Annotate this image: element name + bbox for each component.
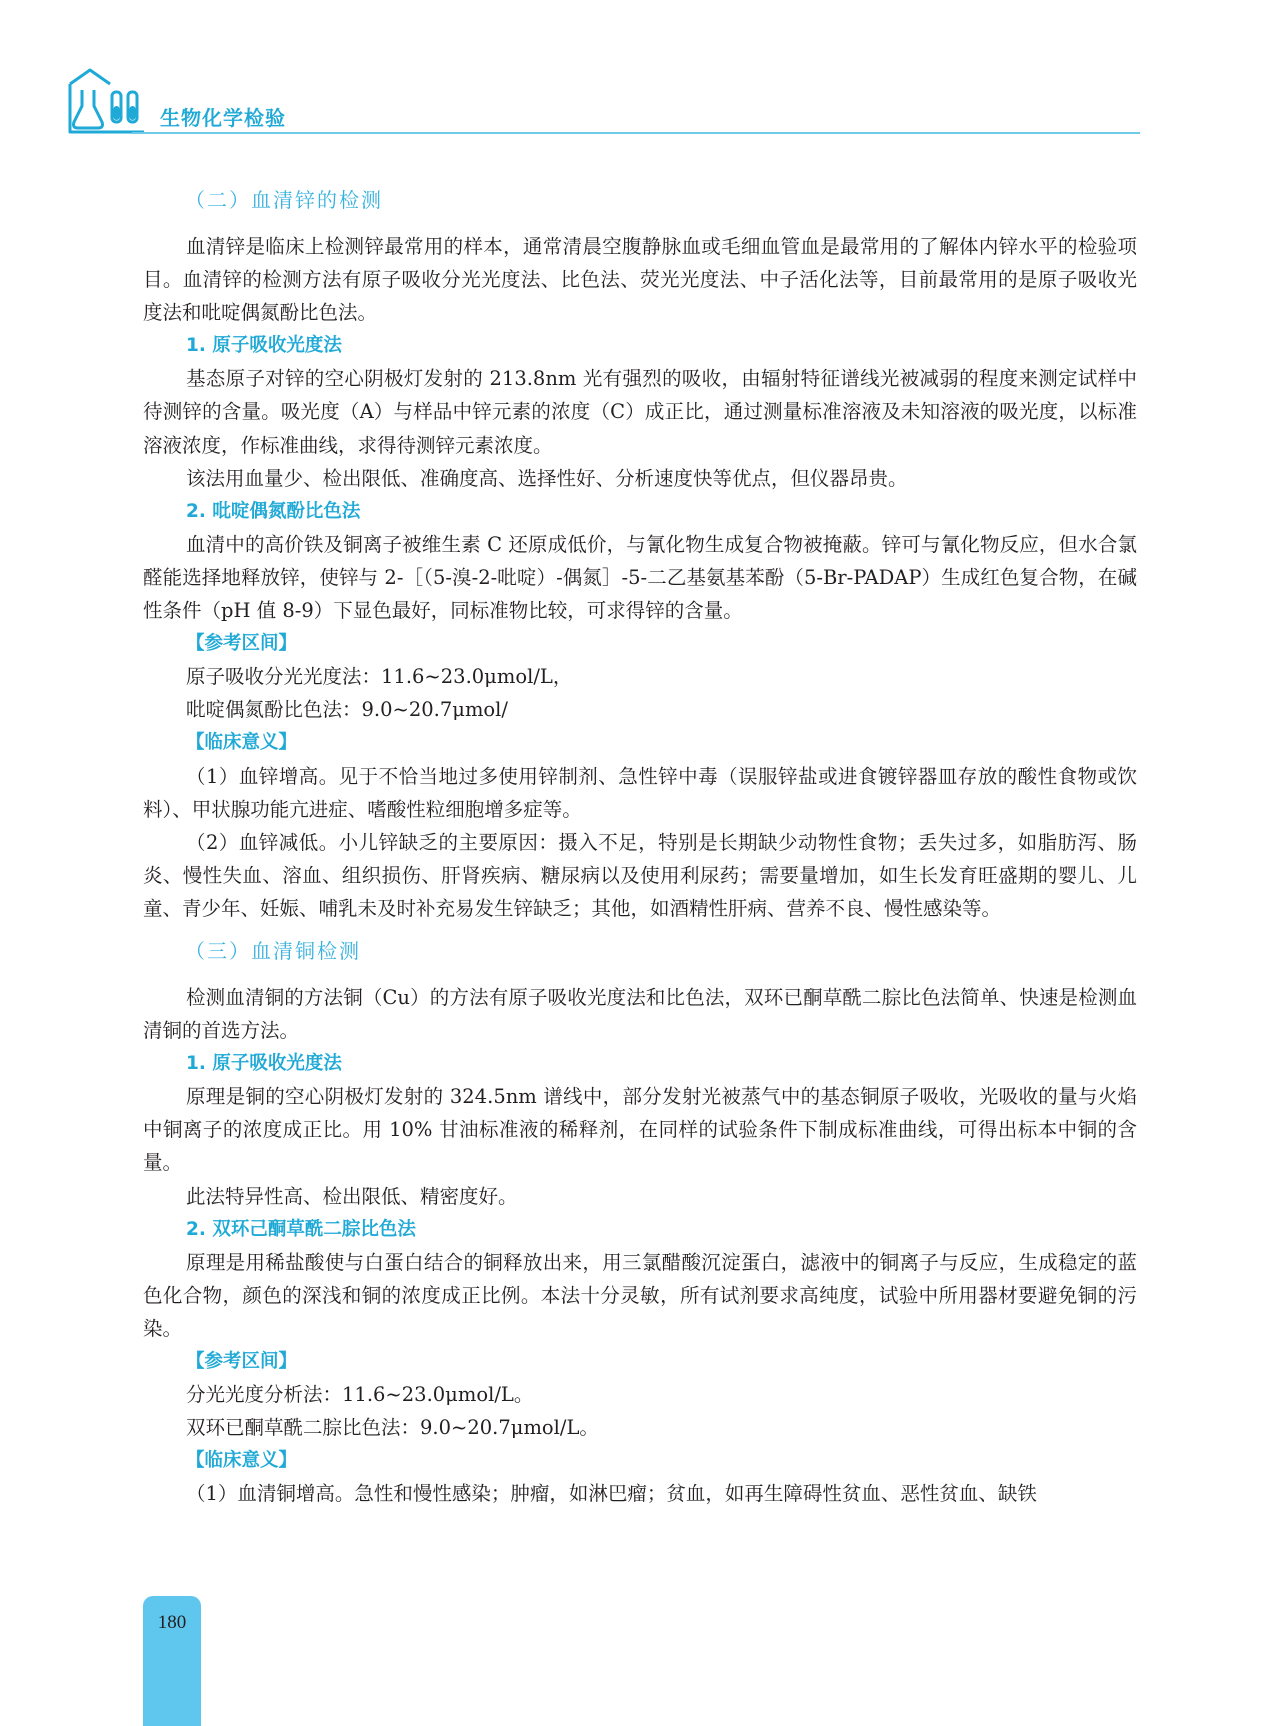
paragraph: 该法用血量少、检出限低、准确度高、选择性好、分析速度快等优点，但仪器昂贵。 (186, 466, 908, 490)
subheading: 1. 原子吸收光度法 (186, 1053, 342, 1075)
paragraph: （2）血锌减低。小儿锌缺乏的主要原因：摄入不足，特别是长期缺少动物性食物；丢失过多，如脂肪泻、肠炎、慢性失血、溶血、组织损伤、肝肾疾病、糖尿病以及使用利尿药；需要量增加，如生长发育旺盛期的婴儿、儿童、青少年、妊娠、哺乳未及时补充易发生锌缺乏；其他，如酒精性肝病、营养不良、慢性感染等。 (143, 830, 1137, 920)
reference-value: 吡啶偶氮酚比色法：9.0~20.7μmol/ (186, 698, 508, 722)
header-divider (132, 132, 1140, 134)
paragraph: 此法特异性高、检出限低、精密度好。 (186, 1184, 518, 1208)
paragraph: 检测血清铜的方法铜（Cu）的方法有原子吸收光度法和比色法，双环已酮草酰二腙比色法简单、快速是检测血清铜的首选方法。 (143, 985, 1137, 1043)
clinical-significance-heading: 【临床意义】 (186, 1450, 298, 1472)
paragraph: 原理是铜的空心阴极灯发射的 324.5nm 谱线中，部分发射光被蒸气中的基态铜原子吸收，光吸收的量与火焰中铜离子的浓度成正比。用 10% 甘油标准液的稀释剂，在同样的试验条件下制成标准曲线，可得出标本中铜的含量。 (143, 1085, 1137, 1175)
section-title-copper: （三）血清铜检测 (185, 938, 361, 963)
reference-range-heading: 【参考区间】 (186, 633, 298, 655)
paragraph: 基态原子对锌的空心阴极灯发射的 213.8nm 光有强烈的吸收，由辐射特征谱线光被减弱的程度来测定试样中待测锌的含量。吸光度（A）与样品中锌元素的浓度（C）成正比，通过测量标准溶液及未知溶液的吸光度，以标准溶液浓度，作标准曲线，求得待测锌元素浓度。 (143, 367, 1137, 457)
paragraph: 血清锌是临床上检测锌最常用的样本，通常清晨空腹静脉血或毛细血管血是最常用的了解体内锌水平的检验项目。血清锌的检测方法有原子吸收分光光度法、比色法、荧光光度法、中子活化法等，目前最常用的是原子吸收光度法和吡啶偶氮酚比色法。 (143, 235, 1137, 325)
paragraph: 血清中的高价铁及铜离子被维生素 C 还原成低价，与氰化物生成复合物被掩蔽。锌可与氰化物反应，但水合氯醛能选择地释放锌，使锌与 2-［（5-溴-2-吡啶）-偶氮］-5-二乙基氨基苯酚（5-Br-PADAP）生成红色复合物，在碱性条件（pH 值 8-9）下显色最好，同标准物比较，可求得锌的含量。 (143, 532, 1137, 623)
clinical-significance-heading: 【临床意义】 (186, 732, 298, 754)
subheading: 1. 原子吸收光度法 (186, 335, 342, 357)
page-number: 180 (157, 1612, 187, 1633)
reference-value: 分光光度分析法：11.6~23.0μmol/L。 (186, 1383, 534, 1407)
flask-logo-icon (68, 66, 146, 136)
page-body (143, 182, 1137, 1510)
reference-value: 原子吸收分光光度法：11.6~23.0μmol/L， (186, 665, 573, 689)
paragraph: （1）血清铜增高。急性和慢性感染；肿瘤，如淋巴瘤；贫血，如再生障碍性贫血、恶性贫血、缺铁 (186, 1482, 1037, 1506)
paragraph: 原理是用稀盐酸使与白蛋白结合的铜释放出来，用三氯醋酸沉淀蛋白，滤液中的铜离子与反应，生成稳定的蓝色化合物，颜色的深浅和铜的浓度成正比例。本法十分灵敏，所有试剂要求高纯度，试验中所用器材要避免铜的污染。 (143, 1250, 1137, 1340)
reference-value: 双环已酮草酰二腙比色法：9.0~20.7μmol/L。 (186, 1416, 599, 1440)
subheading: 2. 吡啶偶氮酚比色法 (186, 500, 361, 522)
reference-range-heading: 【参考区间】 (186, 1351, 298, 1372)
paragraph: （1）血锌增高。见于不恰当地过多使用锌制剂、急性锌中毒（误服锌盐或进食镀锌器皿存放的酸性食物或饮料）、甲状腺功能亢进症、嗜酸性粒细胞增多症等。 (143, 764, 1137, 821)
section-title-zinc: （二）血清锌的检测 (185, 188, 383, 212)
book-title: 生物化学检验 (160, 106, 286, 130)
subheading: 2. 双环己酮草酰二腙比色法 (186, 1218, 416, 1240)
